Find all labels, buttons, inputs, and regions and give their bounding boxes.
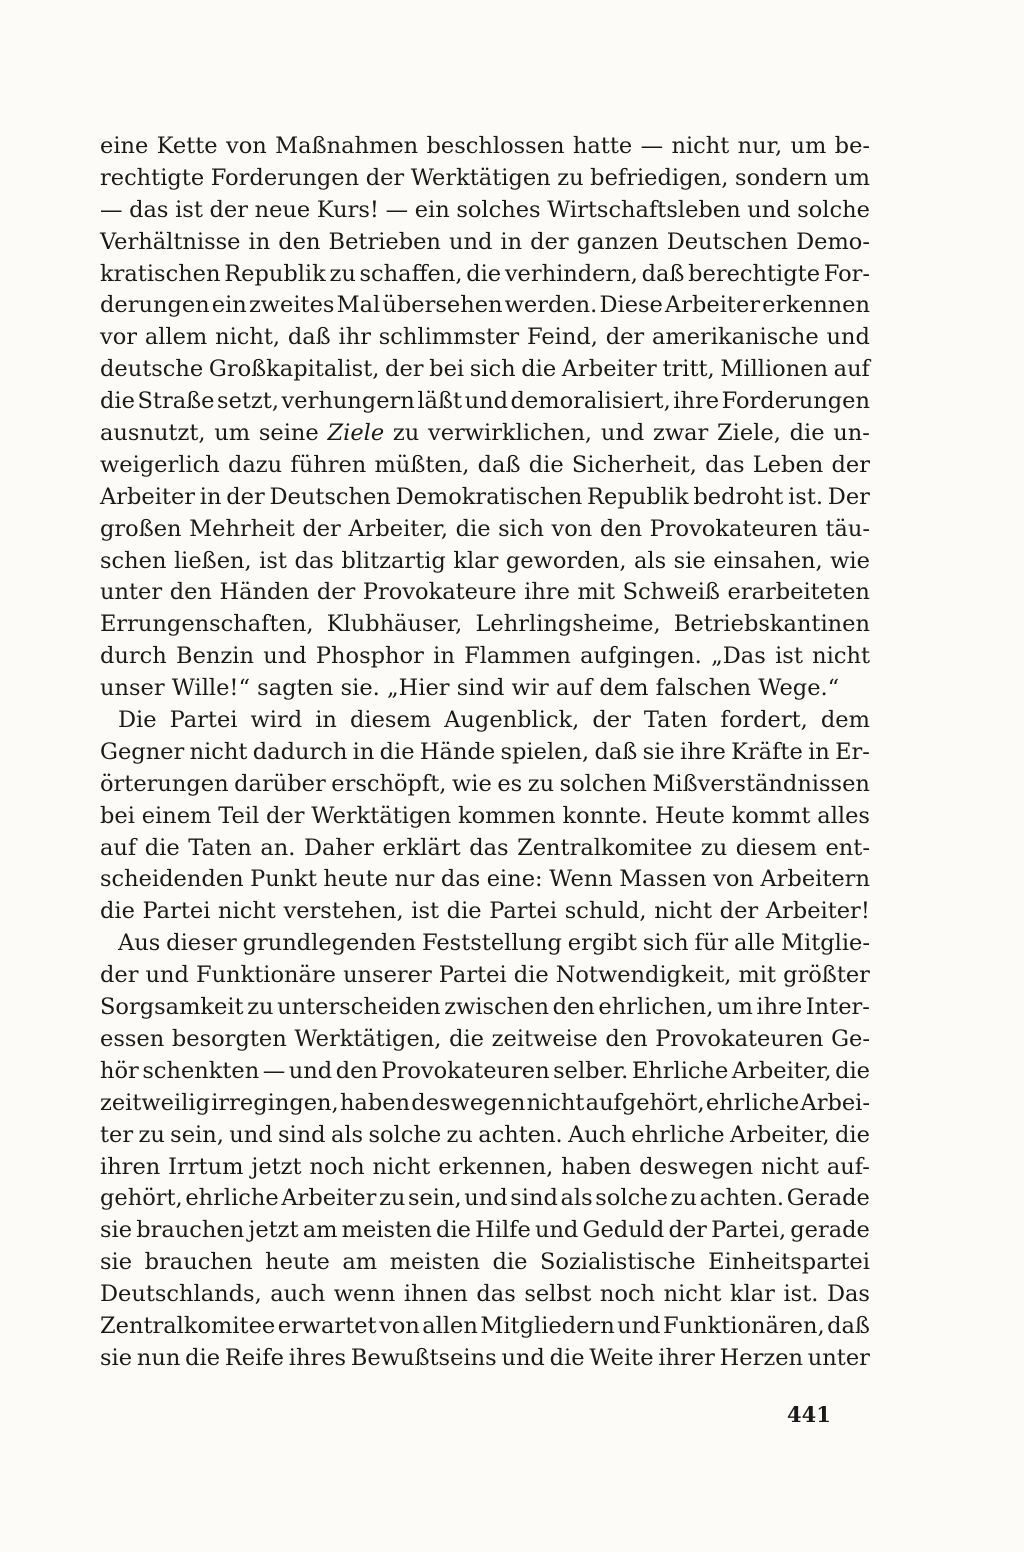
text-line: Deutschlands, auch wenn ihnen das selbst noch nicht klar ist. Das — [100, 1281, 870, 1308]
text-line: großen Mehrheit der Arbeiter, die sich von den Provokateuren täu- — [100, 515, 870, 542]
text-line: die Partei nicht verstehen, ist die Partei schuld, nicht der Arbeiter! — [100, 898, 870, 925]
body-text — [100, 131, 870, 1375]
text-line: deutsche Großkapitalist, der bei sich die Arbeiter tritt, Millionen auf — [100, 356, 870, 383]
text-line: vor allem nicht, daß ihr schlimmster Feind, der amerikanische und — [100, 324, 870, 351]
text-line: schen ließen, ist das blitzartig klar geworden, als sie einsahen, wie — [100, 547, 870, 574]
text-line: hör schenkten — und den Provokateuren selber. Ehrliche Arbeiter, die — [100, 1057, 870, 1084]
text-line: Die Partei wird in diesem Augenblick, der Taten fordert, dem — [118, 707, 870, 734]
text-line: sie nun die Reife ihres Bewußtseins und die Weite ihrer Herzen unter — [100, 1344, 870, 1371]
text-line: Errungenschaften, Klubhäuser, Lehrlingsheime, Betriebskantinen — [100, 611, 870, 638]
text-line: ter zu sein, und sind als solche zu achten. Auch ehrliche Arbeiter, die — [100, 1121, 870, 1148]
text-line: auf die Taten an. Daher erklärt das Zentralkomitee zu diesem ent- — [100, 834, 870, 861]
text-line: sie brauchen heute am meisten die Sozialistische Einheitspartei — [100, 1249, 870, 1276]
text-line: scheidenden Punkt heute nur das eine: Wenn Massen von Arbeitern — [100, 866, 870, 893]
text-line: durch Benzin und Phosphor in Flammen aufgingen. „Das ist nicht — [100, 643, 870, 670]
text-line: kratischen Republik zu schaffen, die verhindern, daß berechtigte For- — [100, 260, 870, 287]
text-line: weigerlich dazu führen müßten, daß die Sicherheit, das Leben der — [100, 451, 870, 478]
text-line: die Straße setzt, verhungern läßt und demoralisiert, ihre Forderungen — [100, 388, 870, 415]
text-line: Aus dieser grundlegenden Feststellung ergibt sich für alle Mitglie- — [118, 930, 870, 957]
text-line: rechtigte Forderungen der Werktätigen zu befriedigen, sondern um — [100, 164, 870, 191]
text-line: essen besorgten Werktätigen, die zeitweise den Provokateuren Ge- — [100, 1025, 870, 1052]
text-line: Gegner nicht dadurch in die Hände spielen, daß sie ihre Kräfte in Er- — [100, 738, 870, 765]
text-line: Arbeiter in der Deutschen Demokratischen Republik bedroht ist. Der — [100, 483, 870, 510]
text-line: unter den Händen der Provokateure ihre mit Schweiß erarbeiteten — [100, 579, 870, 606]
text-line: ausnutzt, um seine Ziele zu verwirklichen, und zwar Ziele, die un- — [100, 420, 870, 447]
text-line: Zentralkomitee erwartet von allen Mitgliedern und Funktionären, daß — [100, 1312, 870, 1339]
text-line: gehört, ehrliche Arbeiter zu sein, und sind als solche zu achten. Gerade — [100, 1185, 870, 1212]
text-line: derungen ein zweites Mal übersehen werden. Diese Arbeiter erkennen — [100, 292, 870, 319]
text-line: bei einem Teil der Werktätigen kommen konnte. Heute kommt alles — [100, 802, 870, 829]
text-line: Verhältnisse in den Betrieben und in der ganzen Deutschen Demo- — [100, 228, 870, 255]
text-line: unser Wille!“ sagten sie. „Hier sind wir auf dem falschen Wege.“ — [100, 675, 840, 702]
text-line: sie brauchen jetzt am meisten die Hilfe und Geduld der Partei, gerade — [100, 1217, 870, 1244]
text-line: der und Funktionäre unserer Partei die Notwendigkeit, mit größter — [100, 962, 870, 989]
text-line: eine Kette von Maßnahmen beschlossen hatte — nicht nur, um be- — [100, 133, 870, 159]
text-line: zeitweilig irregingen, haben deswegen nicht aufgehört, ehrliche Arbei- — [100, 1089, 870, 1116]
text-line: — das ist der neue Kurs! — ein solches Wirtschaftsleben und solche — [100, 196, 870, 223]
text-line: Sorgsamkeit zu unterscheiden zwischen den ehrlichen, um ihre Inter- — [100, 994, 870, 1021]
text-line: örterungen darüber erschöpft, wie es zu solchen Mißverständnissen — [100, 770, 870, 797]
page-number: 441 — [787, 1402, 831, 1427]
text-line: ihren Irrtum jetzt noch nicht erkennen, haben deswegen nicht auf- — [100, 1153, 870, 1180]
